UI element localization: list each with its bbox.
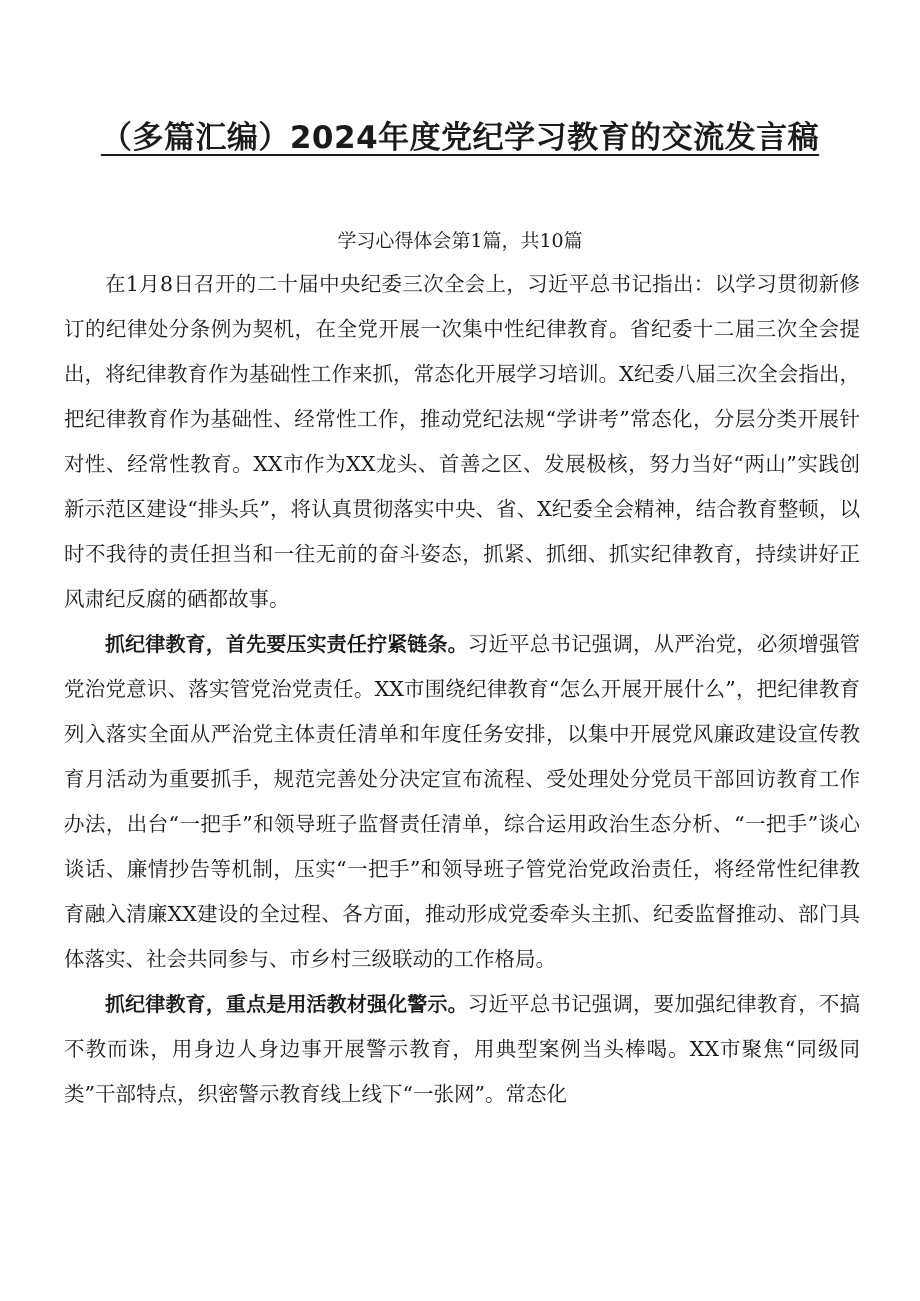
paragraph-text: 习近平总书记强调，从严治党，必须增强管党治党意识、落实管党治党责任。XX市围绕纪律教育“怎么开展开展什么”，把纪律教育列入落实全面从严治党主体责任清单和年度任务安排，以集中开展党风廉政建设宣传教育月活动为重要抓手，规范完善处分决定宣布流程、受处理处分党员干部回访教育工作办法，出台“一把手”和领导班子监督责任清单，综合运用政治生态分析、“一把手”谈心谈话、廉情抄告等机制，压实“一把手”和领导班子管党治党政治责任，将经常性纪律教育融入清廉XX建设的全过程、各方面，推动形成党委牵头主抓、纪委监督推动、部门具体落实、社会共同参与、市乡村三级联动的工作格局。 [64,632,860,971]
paragraph-3 [64,982,860,1117]
document-body [64,262,860,1117]
paragraph-text: 在1月8日召开的二十届中央纪委三次全会上，习近平总书记指出：以学习贯彻新修订的纪律处分条例为契机，在全党开展一次集中性纪律教育。省纪委十二届三次全会提出，将纪律教育作为基础性工作来抓，常态化开展学习培训。X纪委八届三次全会指出，把纪律教育作为基础性、经常性工作，推动党纪法规“学讲考”常态化，分层分类开展针对性、经常性教育。XX市作为XX龙头、首善之区、发展极核，努力当好“两山”实践创新示范区建设“排头兵”，将认真贯彻落实中央、省、X纪委全会精神，结合教育整顿，以时不我待的责任担当和一往无前的奋斗姿态，抓紧、抓细、抓实纪律教育，持续讲好正风肃纪反腐的硒都故事。 [64,272,860,611]
document-title: （多篇汇编）2024年度党纪学习教育的交流发言稿 [100,120,820,156]
paragraph-text: 习近平总书记强调，要加强纪律教育，不搞不教而诛，用身边人身边事开展警示教育，用典型案例当头棒喝。XX市聚焦“同级同类”干部特点，织密警示教育线上线下“一张网”。常态化 [64,992,860,1106]
paragraph-2 [64,622,860,982]
paragraph-lead: 抓纪律教育，重点是用活教材强化警示。 [105,992,468,1016]
paragraph-1 [64,262,860,622]
document-subtitle: 学习心得体会第1篇，共10篇 [337,230,583,252]
paragraph-lead: 抓纪律教育，首先要压实责任拧紧链条。 [105,632,468,656]
